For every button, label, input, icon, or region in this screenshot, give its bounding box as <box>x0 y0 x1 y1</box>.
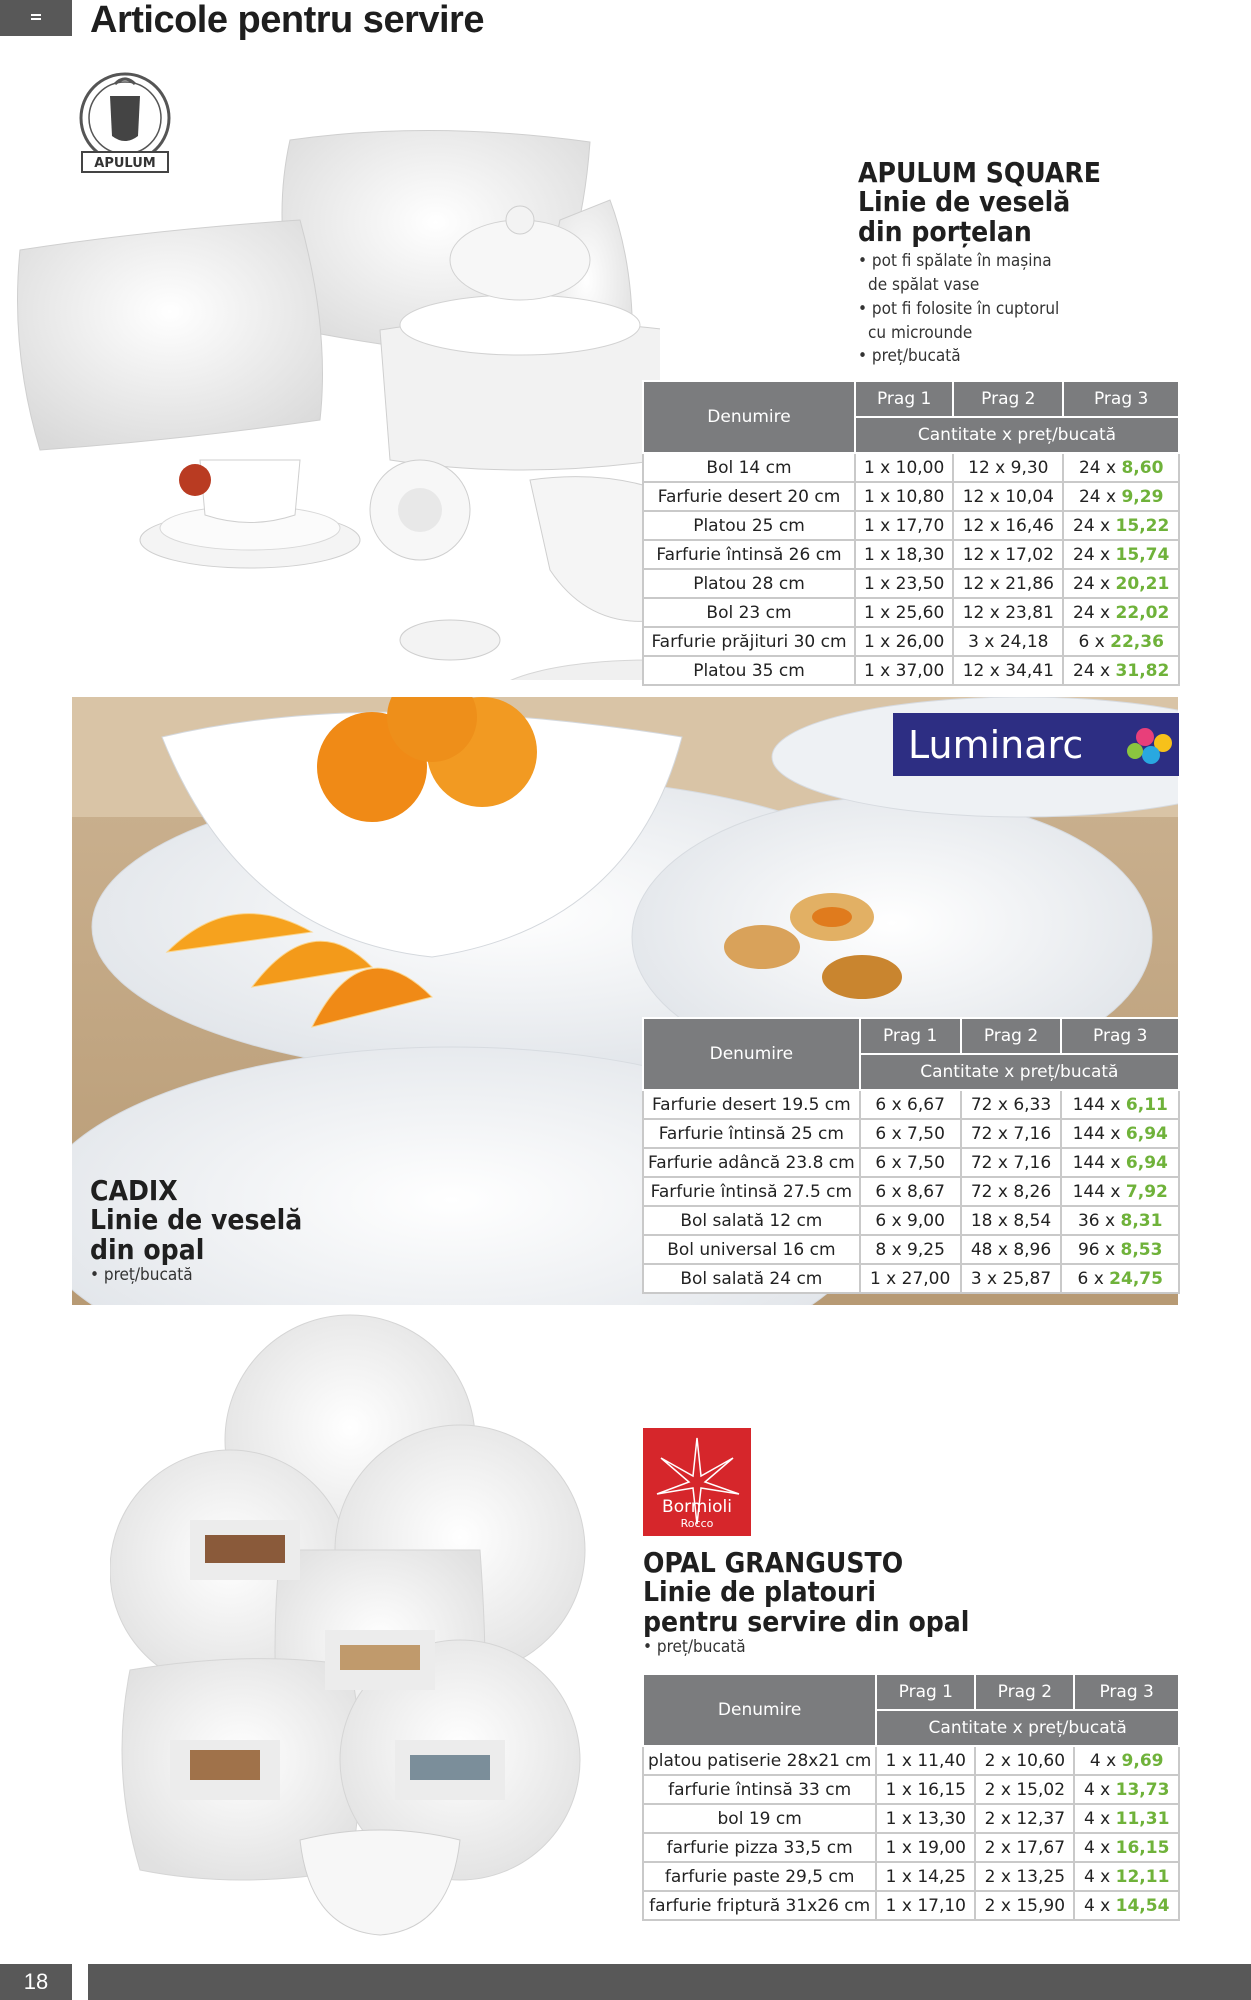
quantity: 24 x <box>1078 486 1117 507</box>
price-cell-tier-3 <box>1074 1746 1179 1775</box>
unit-price: 13,30 <box>917 1808 966 1829</box>
unit-price: 7,50 <box>907 1123 945 1144</box>
quantity: 72 x <box>970 1181 1008 1202</box>
quantity: 4 x <box>1083 1837 1111 1858</box>
apulum-note: • pot fi spălate în mașina <box>858 251 1052 272</box>
quantity: 4 x <box>1083 1779 1111 1800</box>
unit-price: 8,54 <box>1013 1210 1052 1231</box>
table-row <box>643 1775 1179 1804</box>
price-cell-tier-3 <box>1074 1862 1179 1891</box>
table-row <box>643 1862 1179 1891</box>
cadix-price-table <box>642 1017 1180 1294</box>
table-row <box>643 540 1179 569</box>
unit-price: 10,80 <box>895 486 945 507</box>
price-cell-tier-3 <box>1063 598 1179 627</box>
column-header-tier: Prag 3 <box>1074 1674 1179 1710</box>
price-cell-tier-1 <box>855 598 953 627</box>
column-subheader: Cantitate x preț/bucată <box>855 417 1179 453</box>
quantity: 1 x <box>885 1779 912 1800</box>
quantity: 1 x <box>863 515 891 536</box>
apulum-brand: APULUM SQUARE <box>858 156 1102 189</box>
price-cell-tier-3 <box>1061 1264 1179 1293</box>
price-cell-tier-2 <box>961 1119 1062 1148</box>
price-cell-tier-2 <box>975 1746 1074 1775</box>
quantity: 144 x <box>1072 1152 1121 1173</box>
unit-price: 6,11 <box>1125 1094 1168 1115</box>
apulum-logo <box>70 66 180 176</box>
opal-product-photo <box>110 1310 610 1950</box>
apulum-price-table <box>642 380 1180 686</box>
quantity: 4 x <box>1083 1808 1111 1829</box>
column-header-name: Denumire <box>643 381 855 453</box>
unit-price: 9,29 <box>1121 486 1164 507</box>
price-cell-tier-2 <box>961 1264 1062 1293</box>
quantity: 1 x <box>885 1866 912 1887</box>
product-name: Bol 23 cm <box>643 598 855 627</box>
price-cell-tier-1 <box>855 482 953 511</box>
cadix-table-body <box>643 1090 1179 1293</box>
opal-note: • preț/bucată <box>643 1637 746 1658</box>
unit-price: 12,11 <box>1115 1866 1170 1887</box>
cadix-brand: CADIX <box>90 1174 178 1207</box>
quantity: 12 x <box>962 544 1000 565</box>
quantity: 12 x <box>962 515 1000 536</box>
table-row <box>643 656 1179 685</box>
quantity: 1 x <box>863 660 891 681</box>
table-row <box>643 1746 1179 1775</box>
unit-price: 10,04 <box>1005 486 1054 507</box>
quantity: 144 x <box>1072 1181 1121 1202</box>
apulum-note: • pot fi folosite în cuptorul <box>858 298 1060 319</box>
table-row <box>643 1833 1179 1862</box>
price-cell-tier-1 <box>860 1177 961 1206</box>
column-header-tier: Prag 2 <box>953 381 1063 417</box>
price-cell-tier-2 <box>975 1775 1074 1804</box>
opal-brand: OPAL GRANGUSTO <box>643 1546 904 1579</box>
quantity: 12 x <box>968 457 1006 478</box>
quantity: 1 x <box>863 457 891 478</box>
product-name: Bol salată 24 cm <box>643 1264 860 1293</box>
price-cell-tier-2 <box>961 1090 1062 1119</box>
table-row <box>643 1206 1179 1235</box>
unit-price: 8,53 <box>1120 1239 1163 1260</box>
product-name: Platou 35 cm <box>643 656 855 685</box>
price-cell-tier-1 <box>860 1235 961 1264</box>
price-cell-tier-3 <box>1061 1177 1179 1206</box>
quantity: 24 x <box>1073 515 1111 536</box>
apulum-subtitle-2: din porțelan <box>858 214 1032 248</box>
menu-icon[interactable] <box>0 0 72 36</box>
price-cell-tier-1 <box>860 1148 961 1177</box>
quantity: 24 x <box>1073 544 1111 565</box>
unit-price: 9,69 <box>1121 1750 1164 1771</box>
unit-price: 8,26 <box>1013 1181 1052 1202</box>
unit-price: 16,46 <box>1005 515 1054 536</box>
quantity: 1 x <box>863 544 891 565</box>
table-row <box>643 1264 1179 1293</box>
unit-price: 7,16 <box>1013 1123 1052 1144</box>
quantity: 2 x <box>984 1895 1011 1916</box>
column-header-tier: Prag 2 <box>961 1018 1062 1054</box>
unit-price: 8,67 <box>907 1181 945 1202</box>
quantity: 24 x <box>1073 573 1111 594</box>
column-header-name: Denumire <box>643 1674 876 1746</box>
unit-price: 7,16 <box>1013 1152 1052 1173</box>
quantity: 1 x <box>863 573 891 594</box>
product-name: Farfurie întinsă 25 cm <box>643 1119 860 1148</box>
price-cell-tier-2 <box>961 1148 1062 1177</box>
price-cell-tier-1 <box>876 1891 975 1920</box>
quantity: 12 x <box>962 660 1000 681</box>
quantity: 6 x <box>875 1181 902 1202</box>
quantity: 1 x <box>863 486 891 507</box>
apulum-title-block <box>858 158 1188 369</box>
table-row <box>643 1891 1179 1920</box>
price-cell-tier-1 <box>860 1206 961 1235</box>
cadix-note: • preț/bucată <box>90 1265 193 1286</box>
unit-price: 17,67 <box>1016 1837 1066 1858</box>
column-subheader: Cantitate x preț/bucată <box>860 1054 1179 1090</box>
unit-price: 6,33 <box>1013 1094 1052 1115</box>
product-name: Farfurie întinsă 26 cm <box>643 540 855 569</box>
quantity: 72 x <box>970 1123 1008 1144</box>
table-row <box>643 598 1179 627</box>
price-cell-tier-2 <box>975 1862 1074 1891</box>
unit-price: 22,36 <box>1110 631 1164 652</box>
product-name: Farfurie întinsă 27.5 cm <box>643 1177 860 1206</box>
table-row <box>643 1177 1179 1206</box>
unit-price: 18,30 <box>895 544 945 565</box>
price-cell-tier-2 <box>953 540 1063 569</box>
price-cell-tier-1 <box>860 1264 961 1293</box>
quantity: 36 x <box>1077 1210 1116 1231</box>
unit-price: 14,25 <box>917 1866 966 1887</box>
quantity: 6 x <box>875 1123 902 1144</box>
unit-price: 37,00 <box>895 660 945 681</box>
luminarc-logo-text: Luminarc <box>908 723 1084 767</box>
price-cell-tier-3 <box>1061 1235 1179 1264</box>
price-cell-tier-1 <box>860 1090 961 1119</box>
quantity: 1 x <box>869 1268 897 1289</box>
unit-price: 15,74 <box>1115 544 1170 565</box>
quantity: 72 x <box>970 1094 1008 1115</box>
unit-price: 9,25 <box>907 1239 945 1260</box>
unit-price: 6,67 <box>907 1094 945 1115</box>
quantity: 4 x <box>1083 1866 1111 1887</box>
quantity: 4 x <box>1083 1895 1111 1916</box>
apulum-note: • preț/bucată <box>858 346 961 367</box>
quantity: 3 x <box>968 631 995 652</box>
unit-price: 31,82 <box>1115 660 1170 681</box>
price-cell-tier-1 <box>860 1119 961 1148</box>
unit-price: 6,94 <box>1125 1123 1168 1144</box>
unit-price: 16,15 <box>1115 1837 1170 1858</box>
price-cell-tier-2 <box>975 1833 1074 1862</box>
opal-subtitle-2: pentru servire din opal <box>643 1604 970 1638</box>
luminarc-logo <box>893 713 1179 776</box>
unit-price: 25,87 <box>1002 1268 1052 1289</box>
product-name: Farfurie adâncă 23.8 cm <box>643 1148 860 1177</box>
price-cell-tier-1 <box>855 540 953 569</box>
price-cell-tier-2 <box>953 627 1063 656</box>
quantity: 6 x <box>1078 631 1105 652</box>
product-name: Farfurie desert 20 cm <box>643 482 855 511</box>
apulum-note: cu microunde <box>868 322 973 343</box>
price-cell-tier-3 <box>1063 511 1179 540</box>
quantity: 1 x <box>885 1808 912 1829</box>
quantity: 4 x <box>1089 1750 1117 1771</box>
footer-bar <box>88 1964 1251 2000</box>
unit-price: 10,00 <box>895 457 945 478</box>
price-cell-tier-2 <box>975 1891 1074 1920</box>
quantity: 8 x <box>875 1239 902 1260</box>
quantity: 144 x <box>1072 1123 1121 1144</box>
price-cell-tier-1 <box>855 453 953 482</box>
price-cell-tier-3 <box>1063 540 1179 569</box>
quantity: 144 x <box>1072 1094 1121 1115</box>
product-name: Platou 25 cm <box>643 511 855 540</box>
price-cell-tier-1 <box>855 627 953 656</box>
product-name: Bol universal 16 cm <box>643 1235 860 1264</box>
unit-price: 15,02 <box>1016 1779 1066 1800</box>
product-name: Farfurie prăjituri 30 cm <box>643 627 855 656</box>
product-name: farfurie paste 29,5 cm <box>643 1862 876 1891</box>
product-name: farfurie pizza 33,5 cm <box>643 1833 876 1862</box>
price-cell-tier-3 <box>1063 482 1179 511</box>
unit-price: 21,86 <box>1005 573 1054 594</box>
apulum-subtitle-1: Linie de veselă <box>858 185 1071 219</box>
price-cell-tier-3 <box>1061 1148 1179 1177</box>
unit-price: 15,22 <box>1115 515 1170 536</box>
apulum-table-body <box>643 453 1179 685</box>
unit-price: 25,60 <box>895 602 945 623</box>
price-cell-tier-2 <box>975 1804 1074 1833</box>
price-cell-tier-2 <box>961 1235 1062 1264</box>
unit-price: 13,25 <box>1016 1866 1066 1887</box>
unit-price: 12,37 <box>1016 1808 1066 1829</box>
unit-price: 19,00 <box>917 1837 966 1858</box>
column-header-tier: Prag 1 <box>860 1018 961 1054</box>
product-name: bol 19 cm <box>643 1804 876 1833</box>
product-name: farfurie întinsă 33 cm <box>643 1775 876 1804</box>
table-row <box>643 453 1179 482</box>
bormioli-logo <box>643 1428 751 1536</box>
unit-price: 17,70 <box>895 515 945 536</box>
opal-title-block <box>643 1548 1043 1660</box>
product-name: Bol 14 cm <box>643 453 855 482</box>
product-name: platou patiserie 28x21 cm <box>643 1746 876 1775</box>
unit-price: 24,18 <box>999 631 1049 652</box>
price-cell-tier-1 <box>876 1862 975 1891</box>
column-header-tier: Prag 3 <box>1061 1018 1179 1054</box>
price-cell-tier-2 <box>953 453 1063 482</box>
quantity: 24 x <box>1078 457 1117 478</box>
product-name: Farfurie desert 19.5 cm <box>643 1090 860 1119</box>
price-cell-tier-1 <box>855 656 953 685</box>
price-cell-tier-2 <box>961 1206 1062 1235</box>
apulum-logo-text: APULUM <box>94 156 156 171</box>
column-header-tier: Prag 1 <box>876 1674 975 1710</box>
opal-subtitle-1: Linie de platouri <box>643 1575 876 1609</box>
quantity: 96 x <box>1077 1239 1116 1260</box>
table-row <box>643 511 1179 540</box>
rocco-logo-text: Rocco <box>680 1517 714 1530</box>
unit-price: 22,02 <box>1115 602 1170 623</box>
quantity: 12 x <box>962 486 1000 507</box>
price-cell-tier-3 <box>1074 1833 1179 1862</box>
price-cell-tier-2 <box>953 598 1063 627</box>
price-cell-tier-1 <box>855 569 953 598</box>
price-cell-tier-3 <box>1074 1775 1179 1804</box>
unit-price: 7,50 <box>907 1152 945 1173</box>
price-cell-tier-2 <box>953 511 1063 540</box>
column-header-tier: Prag 3 <box>1063 381 1179 417</box>
product-name: Bol salată 12 cm <box>643 1206 860 1235</box>
price-cell-tier-2 <box>953 482 1063 511</box>
quantity: 24 x <box>1073 602 1111 623</box>
quantity: 6 x <box>875 1210 902 1231</box>
quantity: 1 x <box>863 602 891 623</box>
unit-price: 8,60 <box>1121 457 1164 478</box>
price-cell-tier-3 <box>1061 1090 1179 1119</box>
quantity: 1 x <box>885 1837 912 1858</box>
product-name: Platou 28 cm <box>643 569 855 598</box>
unit-price: 9,00 <box>907 1210 945 1231</box>
unit-price: 20,21 <box>1115 573 1170 594</box>
unit-price: 6,94 <box>1125 1152 1168 1173</box>
product-name: farfurie friptură 31x26 cm <box>643 1891 876 1920</box>
quantity: 1 x <box>885 1895 912 1916</box>
unit-price: 17,02 <box>1005 544 1054 565</box>
price-cell-tier-3 <box>1061 1119 1179 1148</box>
page-number: 18 <box>0 1964 72 2000</box>
unit-price: 10,60 <box>1016 1750 1066 1771</box>
unit-price: 26,00 <box>895 631 945 652</box>
opal-table-body <box>643 1746 1179 1920</box>
unit-price: 7,92 <box>1125 1181 1168 1202</box>
unit-price: 23,81 <box>1005 602 1054 623</box>
unit-price: 11,31 <box>1115 1808 1170 1829</box>
price-cell-tier-3 <box>1061 1206 1179 1235</box>
unit-price: 16,15 <box>917 1779 966 1800</box>
price-cell-tier-2 <box>953 569 1063 598</box>
unit-price: 8,96 <box>1013 1239 1052 1260</box>
quantity: 2 x <box>984 1837 1011 1858</box>
price-cell-tier-3 <box>1063 569 1179 598</box>
price-cell-tier-3 <box>1063 656 1179 685</box>
unit-price: 14,54 <box>1115 1895 1170 1916</box>
table-row <box>643 482 1179 511</box>
apulum-note: de spălat vase <box>868 274 980 295</box>
cadix-subtitle-2: din opal <box>90 1232 205 1266</box>
price-cell-tier-2 <box>953 656 1063 685</box>
quantity: 3 x <box>970 1268 998 1289</box>
quantity: 1 x <box>863 631 891 652</box>
table-row <box>643 569 1179 598</box>
cadix-title-block <box>90 1176 390 1288</box>
unit-price: 11,40 <box>917 1750 966 1771</box>
quantity: 6 x <box>875 1152 902 1173</box>
table-row <box>643 1148 1179 1177</box>
price-cell-tier-3 <box>1063 453 1179 482</box>
unit-price: 15,90 <box>1016 1895 1066 1916</box>
table-row <box>643 1119 1179 1148</box>
price-cell-tier-1 <box>876 1804 975 1833</box>
quantity: 12 x <box>962 573 1000 594</box>
column-header-name: Denumire <box>643 1018 860 1090</box>
unit-price: 23,50 <box>895 573 945 594</box>
unit-price: 13,73 <box>1115 1779 1170 1800</box>
table-row <box>643 1235 1179 1264</box>
price-cell-tier-1 <box>876 1746 975 1775</box>
unit-price: 27,00 <box>901 1268 951 1289</box>
quantity: 6 x <box>875 1094 902 1115</box>
quantity: 2 x <box>984 1779 1011 1800</box>
column-header-tier: Prag 1 <box>855 381 953 417</box>
price-cell-tier-3 <box>1063 627 1179 656</box>
table-row <box>643 1090 1179 1119</box>
column-header-tier: Prag 2 <box>975 1674 1074 1710</box>
quantity: 2 x <box>984 1808 1011 1829</box>
quantity: 1 x <box>885 1750 912 1771</box>
price-cell-tier-3 <box>1074 1804 1179 1833</box>
quantity: 72 x <box>970 1152 1008 1173</box>
quantity: 48 x <box>970 1239 1008 1260</box>
opal-price-table <box>642 1673 1180 1921</box>
price-cell-tier-2 <box>961 1177 1062 1206</box>
price-cell-tier-3 <box>1074 1891 1179 1920</box>
quantity: 24 x <box>1073 660 1111 681</box>
unit-price: 8,31 <box>1120 1210 1163 1231</box>
cadix-subtitle-1: Linie de veselă <box>90 1203 303 1237</box>
page-title: Articole pentru servire <box>90 0 484 41</box>
table-row <box>643 627 1179 656</box>
price-cell-tier-1 <box>876 1833 975 1862</box>
unit-price: 24,75 <box>1109 1268 1163 1289</box>
column-subheader: Cantitate x preț/bucată <box>876 1710 1179 1746</box>
unit-price: 17,10 <box>917 1895 966 1916</box>
bormioli-logo-text: Bormioli <box>662 1497 732 1517</box>
price-cell-tier-1 <box>876 1775 975 1804</box>
quantity: 2 x <box>984 1750 1011 1771</box>
unit-price: 9,30 <box>1010 457 1049 478</box>
quantity: 6 x <box>1077 1268 1104 1289</box>
quantity: 18 x <box>970 1210 1008 1231</box>
price-cell-tier-1 <box>855 511 953 540</box>
table-row <box>643 1804 1179 1833</box>
unit-price: 34,41 <box>1005 660 1054 681</box>
quantity: 2 x <box>984 1866 1011 1887</box>
quantity: 12 x <box>962 602 1000 623</box>
